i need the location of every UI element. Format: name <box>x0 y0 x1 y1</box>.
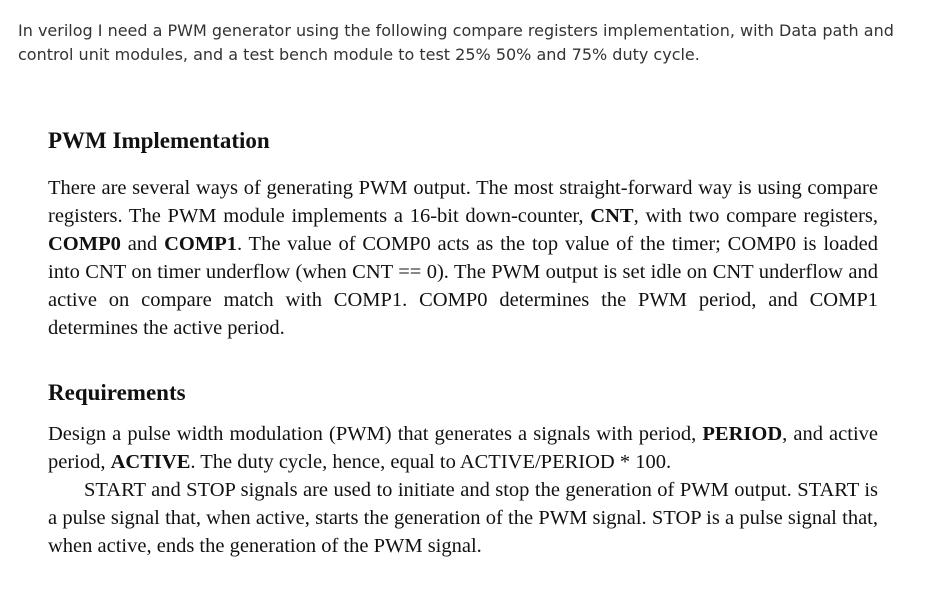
paragraph-start-stop: START and STOP signals are used to initiate and stop the generation of PWM output. START is a pulse signal that, when active, starts the generation of the PWM signal. STOP is a pulse signal that, when active, ends the generation of the PWM signal. <box>48 479 878 557</box>
text-run: . The value of COMP0 acts as the top value of the timer; COMP0 is loaded into CNT on timer underflow (when CNT == 0). The PWM output is set idle on CNT underflow and active on compare match with COMP1. COMP0 determines the PWM period, and COMP1 determines the active period. <box>48 233 878 339</box>
term-comp0: COMP0 <box>48 233 121 255</box>
text-run: There are several ways of generating PWM output. The most straight-forward way is using compare registers. The PWM module implements a 16-bit down-counter, <box>48 177 878 227</box>
text-run: Design a pulse width modulation (PWM) that generates a signals with period, <box>48 423 703 445</box>
text-run: , with two compare registers, <box>633 205 878 227</box>
term-period: PERIOD <box>702 423 783 445</box>
text-run: and <box>120 233 165 255</box>
term-comp1: COMP1 <box>164 233 237 255</box>
pwm-spec-document-image <box>48 126 878 560</box>
section-heading-requirements: Requirements <box>48 380 186 405</box>
paragraph-pwm-implementation <box>48 174 878 342</box>
text-run: . The duty cycle, hence, equal to ACTIVE/PERIOD * 100. <box>190 451 672 473</box>
paragraph-requirements <box>48 420 878 560</box>
term-active: ACTIVE <box>110 451 191 473</box>
section-heading-pwm-implementation: PWM Implementation <box>48 128 270 153</box>
question-text: In verilog I need a PWM generator using the following compare registers implementation, with Data path and control unit modules, and a test bench module to test 25% 50% and 75% duty cycle. <box>18 21 894 64</box>
term-cnt: CNT <box>590 205 634 227</box>
text-run: , and active period, <box>48 423 878 473</box>
